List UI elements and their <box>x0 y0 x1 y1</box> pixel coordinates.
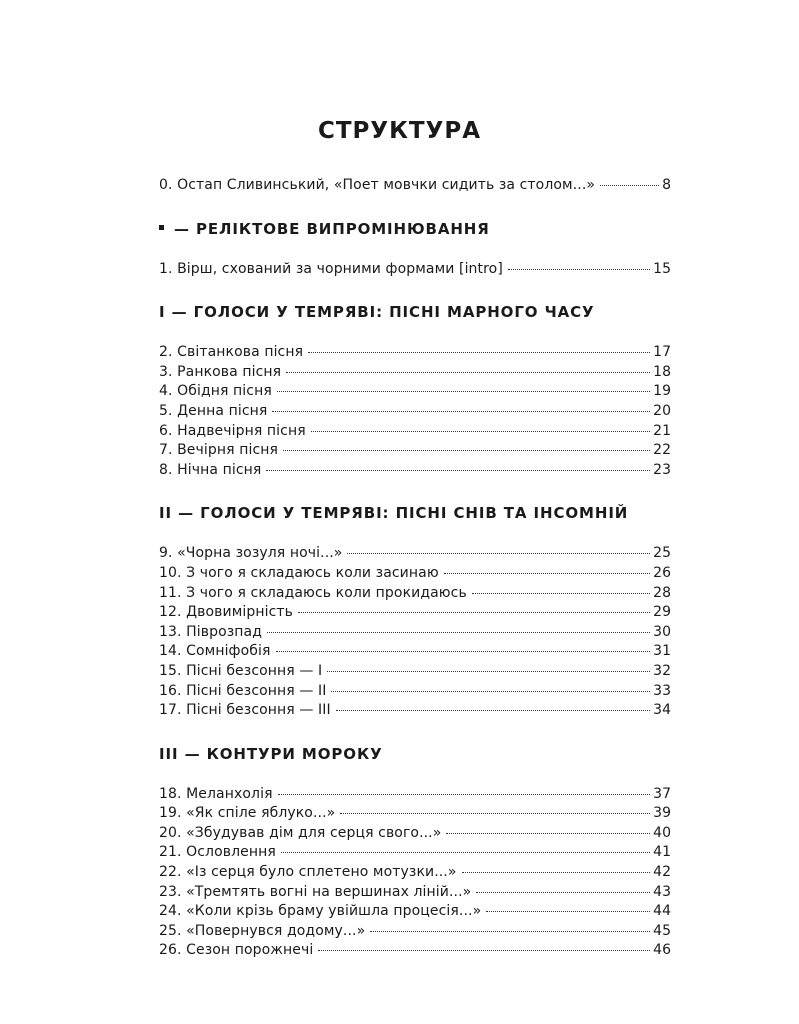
toc-entry-page: 29 <box>653 604 671 621</box>
section-heading-text: I — ГОЛОСИ У ТЕМРЯВІ: ПІСНІ МАРНОГО ЧАСУ <box>159 303 595 322</box>
toc-entry-title: 19. «Як спіле яблуко...» <box>159 805 336 822</box>
toc-entry-page: 34 <box>653 702 671 719</box>
toc-entry[interactable] <box>159 343 671 363</box>
toc-entry[interactable] <box>159 682 671 702</box>
toc-entry-page: 45 <box>653 922 671 939</box>
toc-entry-title: 13. Піврозпад <box>159 623 262 640</box>
toc-entry[interactable] <box>159 902 671 922</box>
toc-entry[interactable] <box>159 642 671 662</box>
toc-entry-title: 16. Пісні безсоння — II <box>159 682 327 699</box>
dot-leader <box>276 651 651 652</box>
toc-entry[interactable] <box>159 843 671 863</box>
toc-entry-title: 0. Остап Сливинський, «Поет мовчки сидить за столом...» <box>159 177 596 193</box>
toc-entry[interactable] <box>159 564 671 584</box>
toc-entry-title: 4. Обідня пісня <box>159 383 272 400</box>
dot-leader <box>267 632 650 633</box>
toc-entry[interactable] <box>159 701 671 721</box>
toc-entry[interactable] <box>159 422 671 442</box>
section-heading <box>159 743 671 765</box>
toc-entry-title: 23. «Тремтять вогні на вершинах ліній...» <box>159 883 472 900</box>
toc-entry-page: 18 <box>653 363 671 380</box>
toc-entry[interactable] <box>159 544 671 564</box>
toc-entry[interactable] <box>159 824 671 844</box>
toc-entry-title: 25. «Повернувся додому...» <box>159 922 366 939</box>
toc-entry-title: 26. Сезон порожнечі <box>159 942 314 959</box>
section-heading-text: III — КОНТУРИ МОРОКУ <box>159 744 383 763</box>
toc-entry-page: 8 <box>662 177 671 193</box>
toc-entry-page: 17 <box>653 344 671 361</box>
toc-entry-page: 44 <box>653 903 671 920</box>
dot-leader <box>281 852 650 853</box>
toc-entry[interactable] <box>159 623 671 643</box>
dot-leader <box>327 671 650 672</box>
table-of-contents <box>159 176 671 961</box>
section-heading-text: — РЕЛІКТОВЕ ВИПРОМІНЮВАННЯ <box>174 219 490 238</box>
toc-entry[interactable] <box>159 176 671 196</box>
toc-entry[interactable] <box>159 922 671 942</box>
square-bullet-icon <box>159 225 164 230</box>
dot-leader <box>347 553 650 554</box>
section-heading <box>159 502 671 524</box>
toc-entry[interactable] <box>159 662 671 682</box>
toc-entry[interactable] <box>159 804 671 824</box>
toc-entry-title: 2. Світанкова пісня <box>159 344 304 361</box>
toc-entry-page: 31 <box>653 643 671 660</box>
section-heading-text: II — ГОЛОСИ У ТЕМРЯВІ: ПІСНІ СНІВ ТА ІНСОМНІЙ <box>159 504 629 523</box>
toc-entry-page: 19 <box>653 383 671 400</box>
section-heading <box>159 301 671 323</box>
toc-entry-page: 30 <box>653 623 671 640</box>
toc-entry-page: 39 <box>653 805 671 822</box>
toc-entry-page: 26 <box>653 564 671 581</box>
toc-entry-title: 3. Ранкова пісня <box>159 363 282 380</box>
toc-entry-page: 28 <box>653 584 671 601</box>
toc-entry-title: 10. З чого я складаюсь коли засинаю <box>159 564 439 581</box>
toc-entry-title: 1. Вірш, схований за чорними формами [intro] <box>159 260 503 277</box>
toc-entry[interactable] <box>159 382 671 402</box>
dot-leader <box>446 833 650 834</box>
dot-leader <box>508 269 650 270</box>
toc-entry-title: 7. Вечірня пісня <box>159 442 279 459</box>
toc-entry-page: 42 <box>653 864 671 881</box>
toc-entry[interactable] <box>159 461 671 481</box>
toc-entry-page: 32 <box>653 662 671 679</box>
toc-entry-page: 40 <box>653 824 671 841</box>
toc-entry[interactable] <box>159 584 671 604</box>
toc-entry-title: 11. З чого я складаюсь коли прокидаюсь <box>159 584 467 601</box>
toc-entry[interactable] <box>159 402 671 422</box>
toc-entry[interactable] <box>159 883 671 903</box>
toc-entry-page: 21 <box>653 422 671 439</box>
dot-leader <box>600 185 659 186</box>
toc-entry-title: 15. Пісні безсоння — I <box>159 662 323 679</box>
dot-leader <box>370 931 650 932</box>
dot-leader <box>486 911 650 912</box>
dot-leader <box>318 950 650 951</box>
toc-entry[interactable] <box>159 363 671 383</box>
toc-entry[interactable] <box>159 863 671 883</box>
toc-entry-title: 12. Двовимірність <box>159 604 294 621</box>
toc-entry-title: 17. Пісні безсоння — III <box>159 702 331 719</box>
dot-leader <box>272 411 650 412</box>
toc-entry-page: 41 <box>653 844 671 861</box>
toc-entry-title: 9. «Чорна зозуля ночі...» <box>159 545 343 562</box>
dot-leader <box>336 710 650 711</box>
dot-leader <box>308 352 650 353</box>
dot-leader <box>278 794 651 795</box>
toc-entry-page: 25 <box>653 545 671 562</box>
dot-leader <box>283 450 650 451</box>
toc-entry-page: 37 <box>653 785 671 802</box>
dot-leader <box>286 372 650 373</box>
toc-entry-page: 33 <box>653 682 671 699</box>
toc-entry-title: 24. «Коли крізь браму увійшла процесія...» <box>159 903 482 920</box>
toc-entry-page: 15 <box>653 260 671 277</box>
dot-leader <box>476 892 650 893</box>
toc-entry-title: 5. Денна пісня <box>159 402 268 419</box>
toc-entry-title: 14. Сомніфобія <box>159 643 271 660</box>
dot-leader <box>311 431 650 432</box>
dot-leader <box>472 593 650 594</box>
dot-leader <box>331 691 650 692</box>
dot-leader <box>462 872 651 873</box>
toc-entry-page: 22 <box>653 442 671 459</box>
toc-entry-page: 43 <box>653 883 671 900</box>
toc-entry-title: 8. Нічна пісня <box>159 461 262 478</box>
page-title: СТРУКТУРА <box>317 118 482 144</box>
toc-entry-title: 6. Надвечірня пісня <box>159 422 306 439</box>
toc-entry-page: 23 <box>653 461 671 478</box>
toc-entry-title: 18. Меланхолія <box>159 785 273 802</box>
dot-leader <box>298 612 650 613</box>
toc-entry-title: 21. Ословлення <box>159 844 276 861</box>
section-heading <box>159 218 671 240</box>
dot-leader <box>266 470 650 471</box>
toc-entry-title: 20. «Збудував дім для серця свого...» <box>159 824 442 841</box>
toc-entry[interactable] <box>159 941 671 961</box>
toc-entry[interactable] <box>159 441 671 461</box>
toc-entry-page: 46 <box>653 942 671 959</box>
toc-entry[interactable] <box>159 603 671 623</box>
dot-leader <box>277 391 650 392</box>
toc-entry[interactable] <box>159 260 671 280</box>
dot-leader <box>444 573 650 574</box>
dot-leader <box>340 813 650 814</box>
toc-entry-title: 22. «Із серця було сплетено мотузки...» <box>159 864 457 881</box>
toc-entry[interactable] <box>159 785 671 805</box>
toc-entry-page: 20 <box>653 402 671 419</box>
